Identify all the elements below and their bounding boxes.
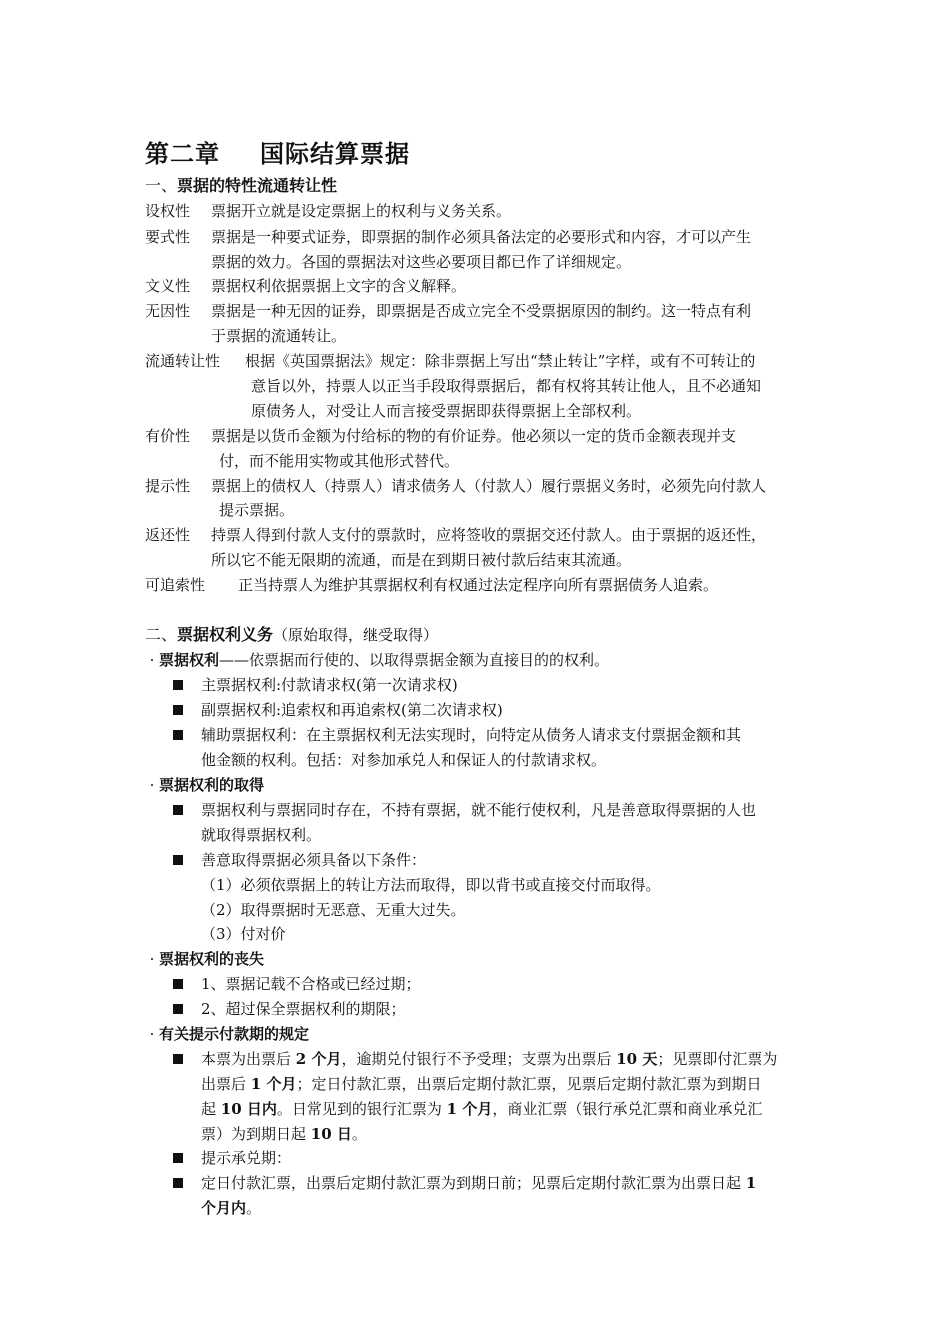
section2-heading [145,624,438,646]
text-run: 。 [351,1125,367,1143]
term-6: 有价性 [145,427,191,445]
term-9-text: 正当持票人为维护其票据权利有权通过法定程序向所有票据债务人追索。 [238,576,719,594]
text-run: 出票后 [201,1075,251,1093]
term-5-text: 原债务人，对受让人而言接受票据即获得票据上全部权利。 [251,402,642,420]
bullet-dot: · [149,950,155,968]
list-item: 1、票据记载不合格或已经过期； [201,975,421,993]
list-item [201,1124,367,1144]
presentment-title: 有关提示付款期的规定 [159,1025,310,1043]
bullet-dot: · [149,651,155,669]
list-item: 2、超过保全票据权利的期限； [201,1000,406,1018]
square-bullet [173,1004,183,1014]
term-8-text: 所以它不能无限期的流通，而是在到期日被付款后结束其流通。 [211,551,632,569]
term-2: 要式性 [145,228,191,246]
text-run: 定日付款汇票，出票后定期付款汇票为到期日前；见票后定期付款汇票为出票日起 [201,1174,746,1192]
text-run: ；定日付款汇票，出票后定期付款汇票，见票后定期付款汇票为到期日 [296,1075,762,1093]
text-run: 10 日内 [220,1100,277,1118]
term-2-text: 票据的效力。各国的票据法对这些必要项目都已作了详细规定。 [211,253,632,271]
text-run: 。日常见到的银行汇票为 [276,1100,447,1118]
text-run: ；见票即付汇票为 [657,1050,778,1068]
list-item: 他金额的权利。包括：对参加承兑人和保证人的付款请求权。 [201,751,607,769]
term-1-text: 票据开立就是设定票据上的权利与义务关系。 [211,202,512,220]
list-item [201,1173,756,1193]
list-item: （2）取得票据时无恶意、无重大过失。 [201,901,466,919]
term-6-text: 付，而不能用实物或其他形式替代。 [219,452,460,470]
section1-prefix: 一、 [145,176,178,195]
term-5: 流通转让性 [145,352,221,370]
square-bullet [173,805,183,815]
list-item: 提示承兑期： [201,1149,292,1167]
text-run: 1 [745,1174,757,1192]
chapter-name: 国际结算票据 [260,140,410,168]
term-2-text: 票据是一种要式证券，即票据的制作必须具备法定的必要形式和内容，才可以产生 [211,228,752,246]
text-run: 票）为到期日起 [201,1125,311,1143]
text-run: ，逾期兑付银行不予受理；支票为出票后 [341,1050,617,1068]
square-bullet [173,730,183,740]
term-4-text: 票据是一种无因的证券，即票据是否成立完全不受票据原因的制约。这一特点有利 [211,302,752,320]
term-8-text: 持票人得到付款人支付的票款时，应将签收的票据交还付款人。由于票据的返还性， [211,526,767,544]
term-4-text: 于票据的流通转让。 [211,327,347,345]
term-4: 无因性 [145,302,191,320]
list-item: 主票据权利:付款请求权(第一次请求权) [201,676,458,694]
term-7: 提示性 [145,477,191,495]
list-item [201,1198,261,1218]
square-bullet [173,1153,183,1163]
list-item: 就取得票据权利。 [201,826,322,844]
section2-title: 票据权利义务 [177,625,274,644]
text-run: 。 [246,1199,262,1217]
square-bullet [173,705,183,715]
text-run: 本票为出票后 [201,1050,296,1068]
term-9: 可追索性 [145,576,206,594]
text-run: 起 [201,1100,221,1118]
text-run: 1 个月 [446,1100,493,1118]
square-bullet [173,979,183,989]
list-item: 辅助票据权利：在主票据权利无法实现时，向特定从债务人请求支付票据金额和其 [201,726,742,744]
rights-heading [145,650,609,670]
chapter-title [145,134,410,169]
list-item [201,1049,777,1069]
text-run: 个月内 [201,1199,247,1217]
term-5-text: 根据《英国票据法》规定：除非票据上写出“禁止转让”字样，或有不可转让的 [245,352,756,370]
acquisition-title: 票据权利的取得 [159,776,265,794]
text-run: 10 天 [616,1050,658,1068]
section1-title: 票据的特性流通转让性 [177,176,338,195]
term-6-text: 票据是以货币金额为付给标的物的有价证券。他必须以一定的货币金额表现并支 [211,427,737,445]
loss-title: 票据权利的丧失 [159,950,265,968]
section1-heading [145,175,337,197]
square-bullet [173,1054,183,1064]
presentment-heading [145,1024,309,1044]
term-5-text: 意旨以外，持票人以正当手段取得票据后，都有权将其转让他人，且不必通知 [251,377,762,395]
list-item [201,1074,761,1094]
list-item: 票据权利与票据同时存在，不持有票据，就不能行使权利，凡是善意取得票据的人也 [201,801,757,819]
term-8: 返还性 [145,526,191,544]
list-item: 副票据权利:追索权和再追索权(第二次请求权) [201,701,503,719]
term-1: 设权性 [145,202,191,220]
loss-heading [145,949,264,969]
bullet-dot: · [149,776,155,794]
list-item: （1）必须依票据上的转让方法而取得，即以背书或直接交付而取得。 [201,876,661,894]
text-run: 2 个月 [295,1050,342,1068]
text-run: 1 个月 [250,1075,297,1093]
list-item [201,1099,762,1119]
term-7-text: 票据上的债权人（持票人）请求债务人（付款人）履行票据义务时，必须先向付款人 [211,477,767,495]
term-3: 文义性 [145,277,191,295]
square-bullet [173,855,183,865]
section2-prefix: 二、 [145,625,178,644]
acquisition-heading [145,775,264,795]
chapter-label: 第二章 [145,140,220,168]
rights-title: 票据权利 [159,651,220,669]
bullet-dot: · [149,1025,155,1043]
rights-desc: ——依票据而行使的、以取得票据金额为直接目的的权利。 [219,651,610,669]
text-run: ，商业汇票（银行承兑汇票和商业承兑汇 [492,1100,763,1118]
square-bullet [173,1178,183,1188]
section2-note: （原始取得，继受取得） [273,626,439,644]
text-run: 10 日 [310,1125,352,1143]
list-item: 善意取得票据必须具备以下条件： [201,851,427,869]
square-bullet [173,680,183,690]
term-3-text: 票据权利依据票据上文字的含义解释。 [211,277,467,295]
list-item: （3）付对价 [201,925,286,943]
term-7-text: 提示票据。 [219,501,295,519]
